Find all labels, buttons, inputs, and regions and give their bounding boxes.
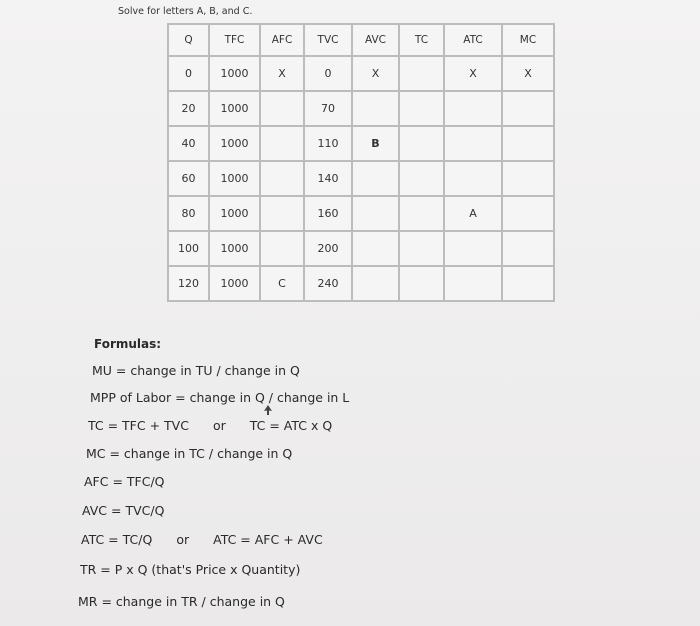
cell-tc (399, 56, 444, 91)
cell-afc (260, 91, 304, 126)
cell-tvc: 0 (304, 56, 352, 91)
cell-tvc: 110 (304, 126, 352, 161)
cell-tc (399, 266, 444, 301)
header-tfc: TFC (209, 24, 260, 56)
cell-mc: X (502, 56, 554, 91)
header-atc: ATC (444, 24, 502, 56)
cell-avc (352, 231, 399, 266)
answer-a-cell: A (444, 196, 502, 231)
cell-mc (502, 91, 554, 126)
formula-mpp: MPP of Labor = change in Q / change in L (90, 390, 350, 405)
cell-atc (444, 91, 502, 126)
cell-tc (399, 196, 444, 231)
table-row (168, 91, 554, 126)
formula-atc-sum: ATC = AFC + AVC (213, 532, 323, 547)
cell-avc (352, 161, 399, 196)
header-avc: AVC (352, 24, 399, 56)
cell-tvc: 200 (304, 231, 352, 266)
formula-atc-ratio: ATC = TC/Q (81, 532, 153, 547)
table-row (168, 266, 554, 301)
table-header-row (168, 24, 554, 56)
cell-tvc: 160 (304, 196, 352, 231)
formula-or-label: or (176, 532, 190, 547)
cell-tfc: 1000 (209, 56, 260, 91)
header-afc: AFC (260, 24, 304, 56)
answer-b-cell: B (352, 126, 399, 161)
formula-mr: MR = change in TR / change in Q (78, 594, 285, 609)
table-row (168, 196, 554, 231)
cell-atc: X (444, 56, 502, 91)
cell-tfc: 1000 (209, 126, 260, 161)
cell-avc (352, 266, 399, 301)
table-row (168, 231, 554, 266)
formula-atc-row (81, 532, 323, 547)
cell-tfc: 1000 (209, 91, 260, 126)
table-row (168, 126, 554, 161)
cell-tfc: 1000 (209, 231, 260, 266)
cell-avc (352, 196, 399, 231)
cell-mc (502, 231, 554, 266)
cell-tvc: 70 (304, 91, 352, 126)
cell-tc (399, 161, 444, 196)
formula-avc: AVC = TVC/Q (82, 503, 165, 518)
formula-mu: MU = change in TU / change in Q (92, 363, 300, 378)
formula-tr: TR = P x Q (that's Price x Quantity) (80, 562, 301, 577)
cell-q: 120 (168, 266, 209, 301)
header-q: Q (168, 24, 209, 56)
cell-tfc: 1000 (209, 161, 260, 196)
cell-tfc: 1000 (209, 266, 260, 301)
cell-atc (444, 266, 502, 301)
cell-avc: X (352, 56, 399, 91)
cell-tc (399, 231, 444, 266)
cell-mc (502, 266, 554, 301)
formula-afc: AFC = TFC/Q (84, 474, 165, 489)
cell-q: 60 (168, 161, 209, 196)
cell-afc (260, 126, 304, 161)
mouse-cursor-icon (264, 405, 272, 415)
cost-table (167, 23, 555, 302)
cell-mc (502, 161, 554, 196)
cell-q: 0 (168, 56, 209, 91)
header-mc: MC (502, 24, 554, 56)
formulas-title: Formulas: (94, 337, 162, 351)
header-tvc: TVC (304, 24, 352, 56)
cell-atc (444, 161, 502, 196)
cell-atc (444, 231, 502, 266)
cell-q: 40 (168, 126, 209, 161)
table-row (168, 56, 554, 91)
cell-afc (260, 161, 304, 196)
cell-tvc: 140 (304, 161, 352, 196)
cell-afc: X (260, 56, 304, 91)
cell-tc (399, 91, 444, 126)
table-row (168, 161, 554, 196)
cell-tvc: 240 (304, 266, 352, 301)
formula-tc-row (88, 418, 332, 433)
formula-tc-sum: TC = TFC + TVC (88, 418, 189, 433)
cell-q: 20 (168, 91, 209, 126)
cell-tfc: 1000 (209, 196, 260, 231)
formula-tc-product: TC = ATC x Q (249, 418, 333, 433)
header-tc: TC (399, 24, 444, 56)
cell-afc (260, 196, 304, 231)
cell-mc (502, 126, 554, 161)
cell-avc (352, 91, 399, 126)
formula-or-label: or (212, 418, 226, 433)
cell-q: 100 (168, 231, 209, 266)
cell-atc (444, 126, 502, 161)
answer-c-cell: C (260, 266, 304, 301)
instructions-text: Solve for letters A, B, and C. (118, 6, 253, 17)
formula-mc: MC = change in TC / change in Q (86, 446, 293, 461)
cell-q: 80 (168, 196, 209, 231)
cell-tc (399, 126, 444, 161)
cell-afc (260, 231, 304, 266)
cell-mc (502, 196, 554, 231)
